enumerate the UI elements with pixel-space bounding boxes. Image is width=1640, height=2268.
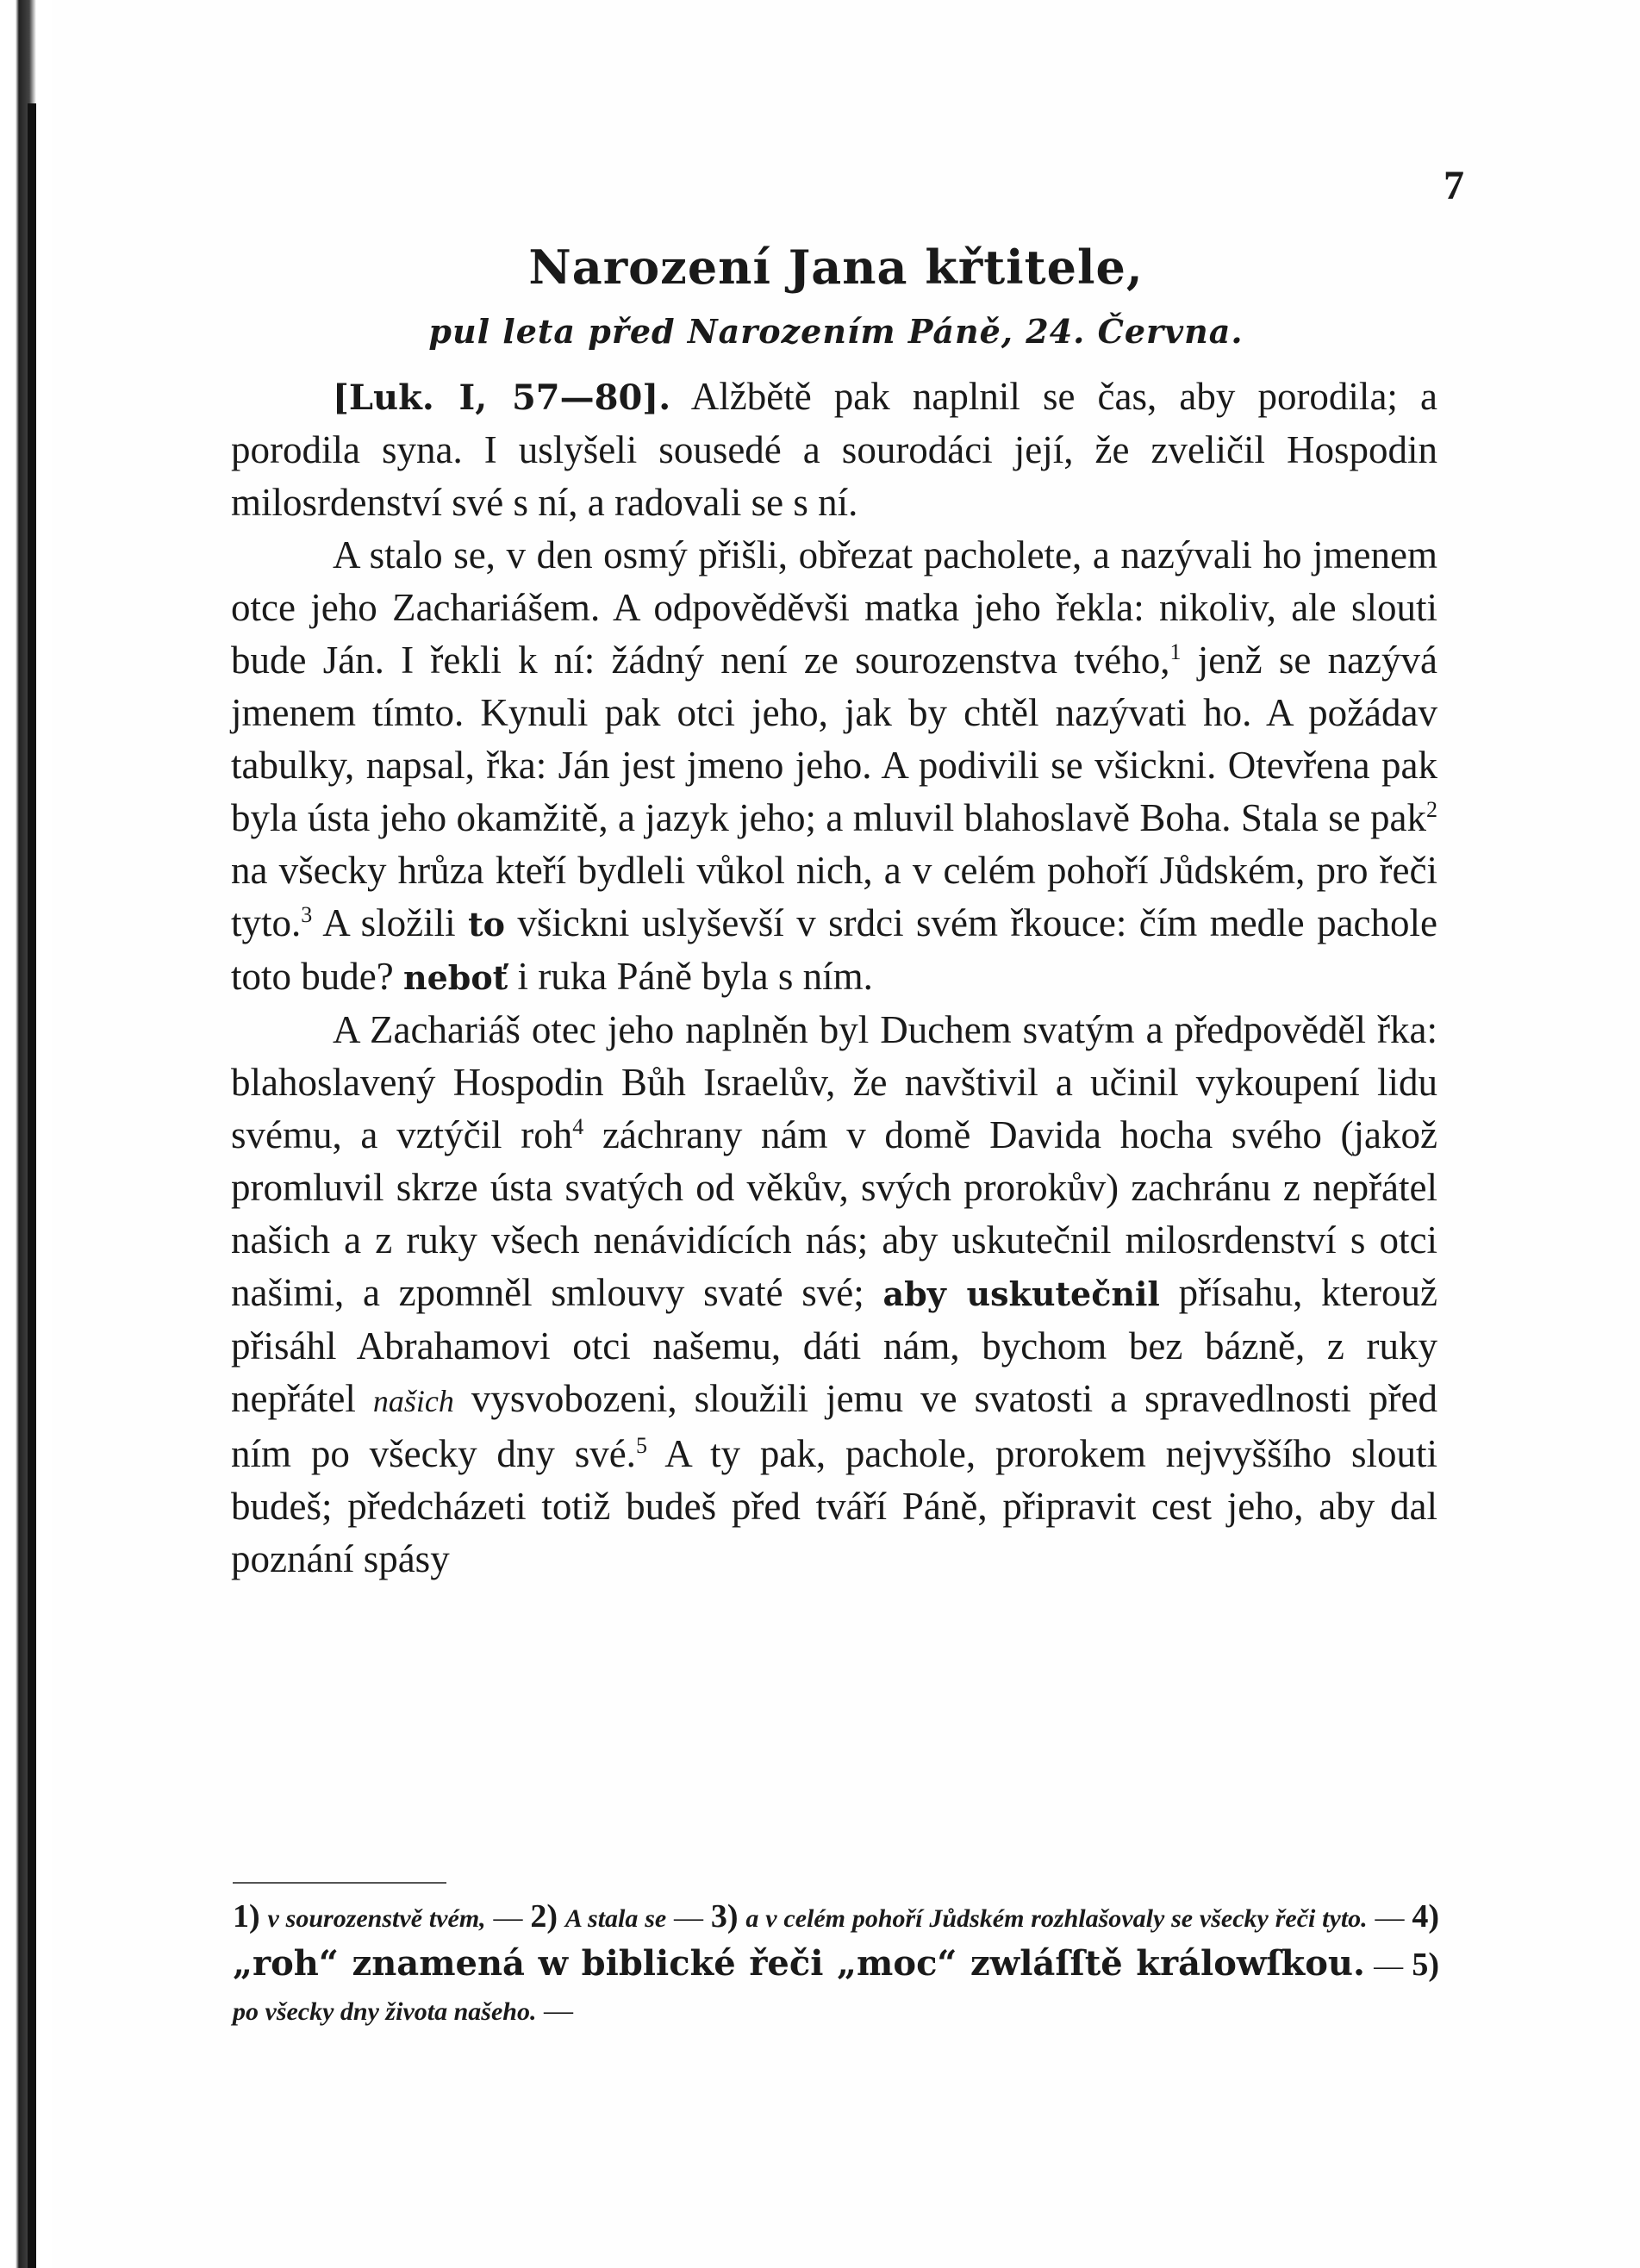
footnote-1-text: v sourozenstvě tvém, — [267, 1904, 486, 1933]
footnote-marker-2: 2 — [1426, 797, 1437, 822]
body-text — [231, 371, 1437, 1586]
footnote-separator: — — [536, 1995, 573, 2027]
footnote-2-text: A stala se — [564, 1904, 667, 1933]
paragraph-2-text-e: všickni uslyševší v srdci svém řkouce: čím medle pachole toto bude? — [231, 901, 1437, 998]
footnote-4-number: 4) — [1412, 1898, 1440, 1935]
paragraph-3 — [231, 1004, 1437, 1586]
paragraph-3-text-c: přísahu, kterouž přisáhl Abrahamovi otci našemu, dáti nám, bychom bez bázně, z ruky nepřátel — [231, 1271, 1437, 1420]
footnotes — [233, 1894, 1439, 2034]
footnote-marker-4: 4 — [572, 1114, 584, 1139]
footnote-5-text: po všecky dny života našeho. — [233, 1997, 537, 2026]
chapter-title: Narození Jana křtitele, — [528, 240, 1144, 295]
paragraph-2-text-d: A složili — [312, 901, 469, 944]
inserted-word-nebot: neboť — [402, 958, 508, 997]
footnote-marker-5: 5 — [635, 1433, 647, 1458]
page-number: 7 — [1444, 163, 1465, 209]
inserted-phrase-aby-uskutecnil: aby uskutečnil — [882, 1274, 1160, 1313]
paragraph-3-text-a: A Zachariáš otec jeho naplněn byl Duchem svatým a předpověděl řka: blahoslavený Hospodin Bůh Israelův, že navštivil a učinil vykoupení lidu svému, a vztýčil roh — [231, 1008, 1437, 1156]
paragraph-1 — [231, 371, 1437, 529]
footnote-marker-1: 1 — [1169, 639, 1182, 664]
binding-edge — [0, 0, 52, 2268]
paragraph-3-text-e: A ty pak, pachole, prorokem nejvyššího slouti budeš; předcházeti totiž budeš před tváří Páně, připravit cest jeho, aby dal poznání spásy — [231, 1432, 1437, 1580]
paragraph-2-text-a: A stalo se, v den osmý přišli, obřezat pacholete, a nazývali ho jmenem otce jeho Zachariášem. A odpověděvši matka jeho řekla: nikoliv, ale slouti bude Ján. I řekli k ní: žádný není ze sourozenstva tvého, — [231, 533, 1437, 682]
paragraph-1-text: Alžbětě pak naplnil se čas, aby porodila; a porodila syna. I uslyšeli sousedé a sourodáci její, že zveličil Hospodin milosrdenství své s ní, a radovali se s ní. — [231, 375, 1437, 524]
paragraph-2-text-c: na všecky hrůza kteří bydleli vůkol nich, a v celém pohoří Jůdském, pro řeči tyto. — [231, 849, 1437, 944]
footnote-separator: — — [666, 1902, 711, 1934]
paragraph-2-text-b: jenž se nazývá jmenem tímto. Kynuli pak otci jeho, jak by chtěl nazývati ho. A požádav tabulky, napsal, řka: Ján jest jmeno jeho. A podivili se všickni. Otevřena pak byla ústa jeho okamžitě, a jazyk jeho; a mluvil blahoslavě Boha. Stala se pak — [231, 639, 1438, 839]
footnote-3-number: 3) — [710, 1898, 739, 1935]
footnote-divider — [233, 1882, 446, 1884]
scripture-reference: [Luk. I, 57—80]. — [333, 377, 671, 418]
footnote-separator: — — [1367, 1902, 1412, 1934]
chapter-subtitle: pul leta před Narozením Páně, 24. Června. — [428, 312, 1244, 351]
inserted-word-to: to — [468, 905, 505, 944]
footnote-separator: — — [1364, 1950, 1412, 1982]
paragraph-3-text-b: záchrany nám v domě Davida hocha svého (jakož promluvil skrze ústa svatých od věkův, svých prorokův) zachránu z nepřátel našich a z ruky všech nenávidících nás; aby uskutečnil milosrdenství s otci našimi, a zpomněl smlouvy svaté své; — [231, 1113, 1437, 1314]
footnote-4-text: „roh“ znamená w biblické řeči „moc“ zwláſſtě králowſkou. — [233, 1943, 1365, 1984]
paragraph-2 — [231, 529, 1437, 1004]
inserted-word-nasich: našich — [372, 1384, 454, 1418]
footnote-marker-3: 3 — [301, 902, 313, 927]
binding-shadow — [28, 103, 36, 2268]
paragraph-3-text-d: vysvobozeni, sloužili jemu ve svatosti a spravedlnosti před ním po všecky dny své. — [231, 1377, 1437, 1475]
footnote-2-number: 2) — [530, 1898, 558, 1935]
paragraph-2-text-f: i ruka Páně byla s ním. — [508, 955, 873, 998]
footnote-separator: — — [485, 1902, 531, 1934]
footnote-5-number: 5) — [1412, 1947, 1439, 1983]
footnote-3-text: a v celém pohoří Jůdském rozhlašovaly se všecky řeči tyto. — [745, 1904, 1368, 1933]
footnote-1-number: 1) — [233, 1898, 260, 1935]
